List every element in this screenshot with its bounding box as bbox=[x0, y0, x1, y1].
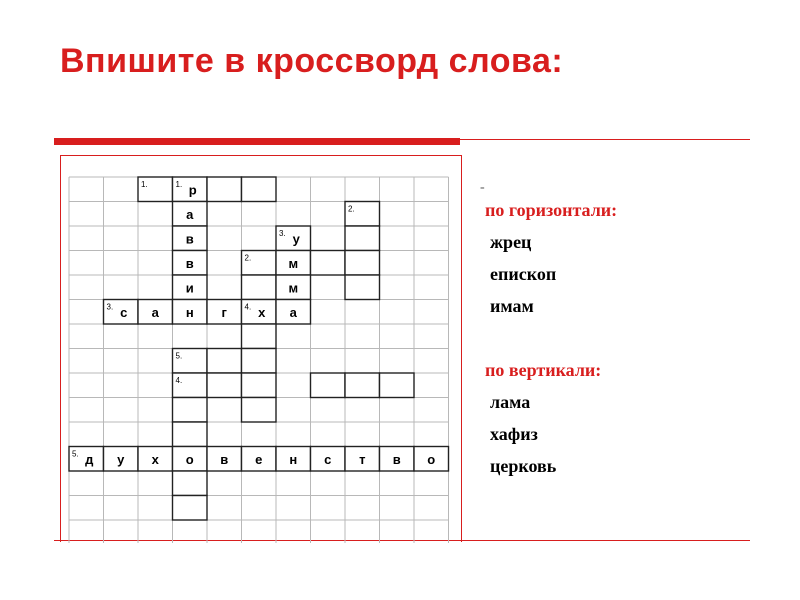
cell-letter: а bbox=[151, 304, 159, 320]
cell-letter: а bbox=[186, 206, 194, 222]
crossword-frame bbox=[60, 155, 462, 542]
cell-letter: и bbox=[185, 280, 194, 296]
cell-letter: г bbox=[221, 304, 227, 320]
crossword-cell bbox=[380, 373, 415, 398]
cell-letter: у bbox=[292, 231, 300, 247]
cell-letter: в bbox=[185, 231, 194, 247]
crossword-cell bbox=[242, 324, 277, 349]
cell-number: 1. bbox=[141, 180, 148, 189]
cell-letter: е bbox=[255, 451, 263, 467]
vertical-word-1: лама bbox=[490, 392, 531, 412]
crossword-cell bbox=[345, 251, 380, 276]
clues-dash: - bbox=[480, 180, 485, 195]
crossword-cell bbox=[242, 177, 277, 202]
vertical-heading: по вертикали: bbox=[485, 360, 602, 380]
cell-number: 4. bbox=[244, 302, 252, 312]
vertical-word-2: хафиз bbox=[490, 424, 538, 444]
cell-letter: т bbox=[359, 451, 366, 467]
horizontal-heading: по горизонтали: bbox=[485, 200, 618, 220]
cell-letter: н bbox=[289, 451, 298, 467]
horizontal-word-3: имам bbox=[490, 296, 534, 316]
crossword-cell bbox=[207, 373, 242, 398]
horizontal-word-1: жрец bbox=[490, 232, 532, 252]
cell-letter: н bbox=[185, 304, 194, 320]
cell-number: 3. bbox=[279, 229, 286, 238]
crossword-cell bbox=[242, 373, 277, 398]
crossword-cell bbox=[311, 373, 346, 398]
cell-letter: о bbox=[427, 451, 436, 467]
cell-letter: с bbox=[120, 304, 128, 320]
cell-letter: в bbox=[392, 451, 401, 467]
page-title: Впишите в кроссворд слова: bbox=[60, 42, 564, 80]
cell-letter: д bbox=[85, 451, 94, 467]
cell-letter: с bbox=[324, 451, 332, 467]
crossword-cell bbox=[207, 177, 242, 202]
cell-letter: р bbox=[188, 182, 197, 198]
cell-letter: у bbox=[117, 451, 125, 467]
cell-letter: х bbox=[151, 451, 159, 467]
title-underline-rule bbox=[460, 139, 750, 140]
cell-number: 3. bbox=[106, 302, 114, 312]
cell-letter: о bbox=[185, 451, 194, 467]
cell-number: 5. bbox=[72, 449, 79, 459]
cell-number: 4. bbox=[175, 376, 183, 385]
cell-number: 5. bbox=[175, 351, 183, 361]
crossword-cell bbox=[242, 349, 277, 374]
crossword-cell bbox=[345, 275, 380, 300]
crossword-cell bbox=[173, 398, 208, 423]
cell-number: 2. bbox=[244, 253, 252, 263]
title-underline-bar bbox=[54, 138, 460, 145]
horizontal-word-2: епископ bbox=[490, 264, 557, 284]
vertical-word-3: церковь bbox=[490, 456, 557, 476]
crossword-cell bbox=[311, 251, 346, 276]
cell-letter: в bbox=[185, 255, 194, 271]
crossword-cell bbox=[242, 398, 277, 423]
cell-letter: м bbox=[288, 280, 299, 296]
crossword-cell bbox=[173, 471, 208, 496]
cell-number: 1. bbox=[175, 180, 183, 189]
crossword-cell bbox=[345, 226, 380, 251]
crossword-cell bbox=[207, 349, 242, 374]
cell-number: 2. bbox=[348, 204, 355, 214]
crossword-grid bbox=[61, 156, 463, 543]
crossword-cell bbox=[242, 275, 277, 300]
crossword-cell bbox=[345, 373, 380, 398]
crossword-cell bbox=[173, 496, 208, 521]
cell-letter: в bbox=[220, 451, 229, 467]
cell-letter: м bbox=[288, 255, 299, 271]
cell-letter: а bbox=[289, 304, 297, 320]
cell-letter: х bbox=[258, 304, 266, 320]
crossword-cell bbox=[173, 422, 208, 447]
